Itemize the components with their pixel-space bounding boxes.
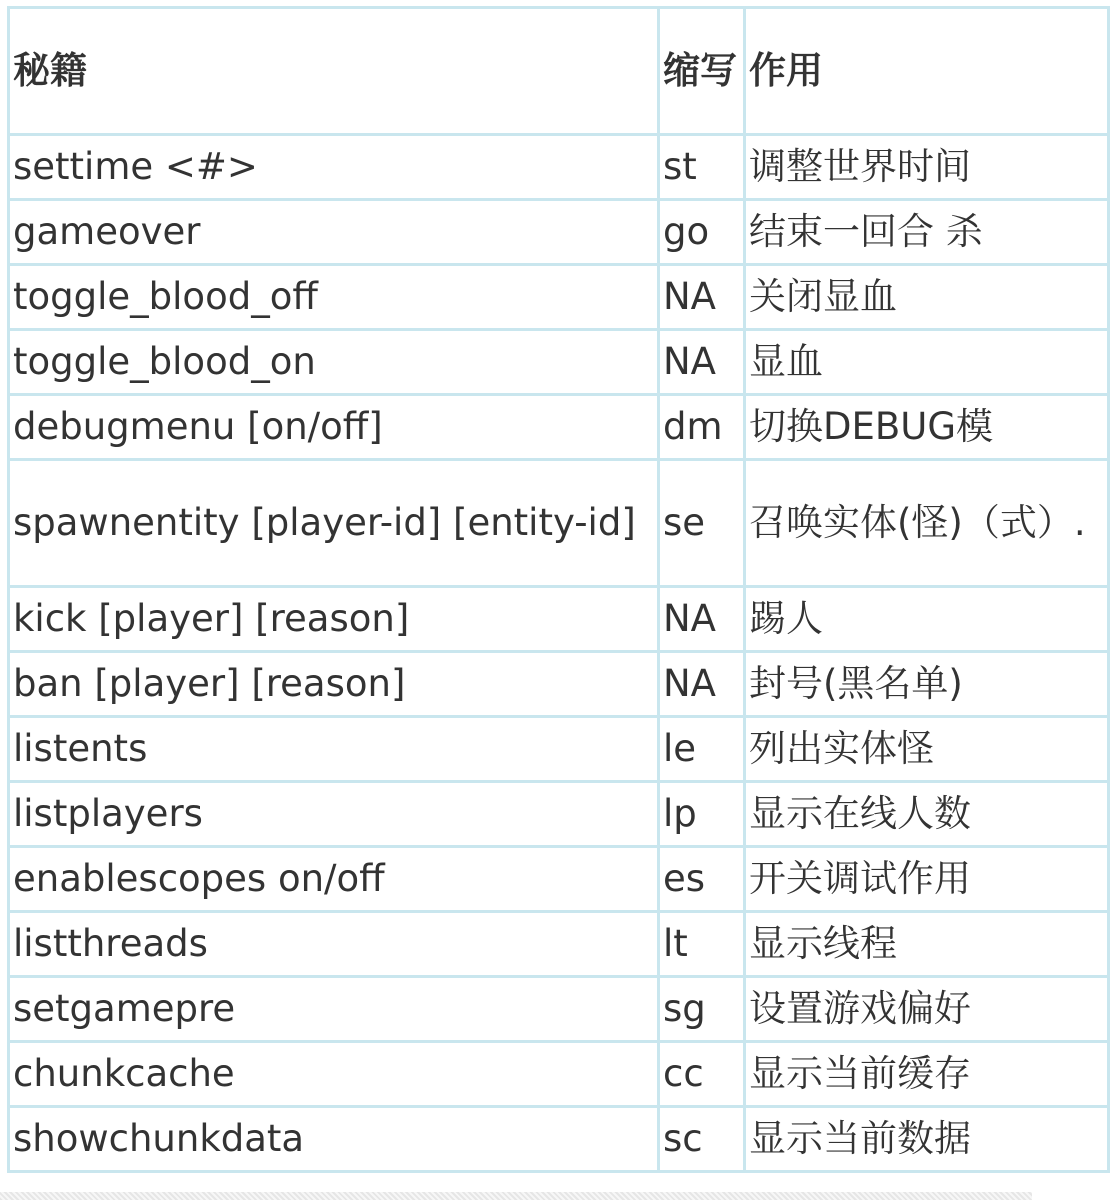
- cell-cheat: setgamepre: [9, 977, 659, 1042]
- cell-cheat: spawnentity [player-id] [entity-id]: [9, 460, 659, 587]
- cell-cheat: kick [player] [reason]: [9, 587, 659, 652]
- table-row: [9, 717, 1109, 782]
- cell-cheat: enablescopes on/off: [9, 847, 659, 912]
- cheat-table: [7, 6, 1110, 1173]
- table-row: [9, 200, 1109, 265]
- table-row: [9, 330, 1109, 395]
- table-row: [9, 587, 1109, 652]
- table-row: [9, 135, 1109, 200]
- cell-cheat: debugmenu [on/off]: [9, 395, 659, 460]
- table-row: [9, 1107, 1109, 1172]
- table-row: [9, 460, 1109, 587]
- cell-abbr: sg: [659, 977, 745, 1042]
- cell-abbr: NA: [659, 652, 745, 717]
- header-effect: 作用: [745, 8, 1109, 135]
- table-row: [9, 265, 1109, 330]
- cell-abbr: lt: [659, 912, 745, 977]
- cell-effect: 关闭显血: [745, 265, 1109, 330]
- cell-abbr: sc: [659, 1107, 745, 1172]
- cell-cheat: chunkcache: [9, 1042, 659, 1107]
- cell-effect: 切换DEBUG模: [745, 395, 1109, 460]
- cell-effect: 封号(黑名单): [745, 652, 1109, 717]
- cell-effect: 召唤实体(怪)（式）.: [745, 460, 1109, 587]
- table-row: [9, 912, 1109, 977]
- cell-abbr: st: [659, 135, 745, 200]
- cell-cheat: showchunkdata: [9, 1107, 659, 1172]
- page-bottom-edge: [0, 1192, 1032, 1200]
- cell-abbr: NA: [659, 265, 745, 330]
- cell-abbr: le: [659, 717, 745, 782]
- table-header-row: [9, 8, 1109, 135]
- table-row: [9, 395, 1109, 460]
- cell-cheat: settime <#>: [9, 135, 659, 200]
- cell-abbr: cc: [659, 1042, 745, 1107]
- cell-abbr: se: [659, 460, 745, 587]
- cell-cheat: listthreads: [9, 912, 659, 977]
- cell-effect: 显示线程: [745, 912, 1109, 977]
- cell-abbr: lp: [659, 782, 745, 847]
- table-row: [9, 977, 1109, 1042]
- cell-cheat: toggle_blood_on: [9, 330, 659, 395]
- cell-cheat: listplayers: [9, 782, 659, 847]
- header-cheat: 秘籍: [9, 8, 659, 135]
- cell-effect: 开关调试作用: [745, 847, 1109, 912]
- cell-abbr: NA: [659, 330, 745, 395]
- cell-effect: 结束一回合 杀: [745, 200, 1109, 265]
- table-row: [9, 782, 1109, 847]
- cell-effect: 显示当前数据: [745, 1107, 1109, 1172]
- cell-effect: 显示在线人数: [745, 782, 1109, 847]
- cell-effect: 显示当前缓存: [745, 1042, 1109, 1107]
- cell-abbr: es: [659, 847, 745, 912]
- cell-cheat: toggle_blood_off: [9, 265, 659, 330]
- cell-effect: 列出实体怪: [745, 717, 1109, 782]
- cell-abbr: NA: [659, 587, 745, 652]
- table-row: [9, 847, 1109, 912]
- cell-cheat: ban [player] [reason]: [9, 652, 659, 717]
- cell-effect: 显血: [745, 330, 1109, 395]
- cell-abbr: dm: [659, 395, 745, 460]
- cell-abbr: go: [659, 200, 745, 265]
- cell-cheat: gameover: [9, 200, 659, 265]
- cell-effect: 调整世界时间: [745, 135, 1109, 200]
- cell-effect: 设置游戏偏好: [745, 977, 1109, 1042]
- table-row: [9, 652, 1109, 717]
- cell-cheat: listents: [9, 717, 659, 782]
- table-row: [9, 1042, 1109, 1107]
- header-abbr: 缩写: [659, 8, 745, 135]
- cell-effect: 踢人: [745, 587, 1109, 652]
